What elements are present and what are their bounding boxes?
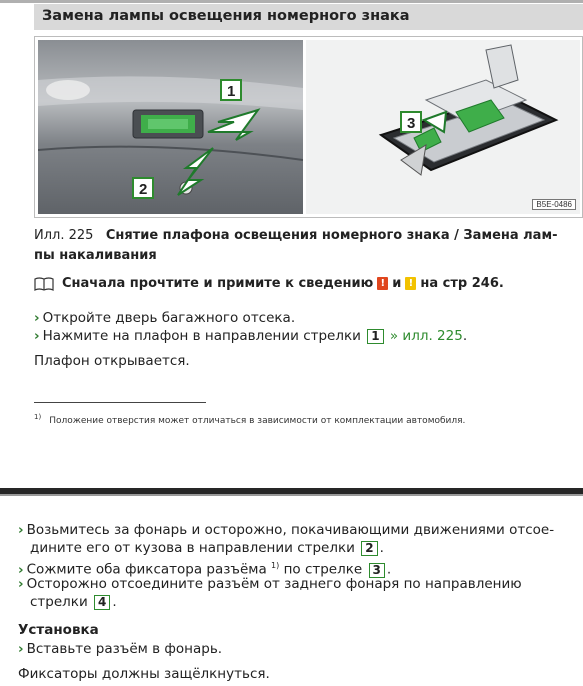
svg-text:1: 1: [227, 83, 236, 100]
arrow-ref-4: 4: [94, 595, 110, 610]
footnote-divider: [34, 402, 206, 403]
warning-yellow-icon: !: [405, 277, 416, 290]
book-icon: [34, 277, 54, 291]
notice-text-after: на стр 246.: [420, 276, 504, 291]
step-chevron-icon: ›: [34, 328, 40, 344]
step-squeeze-latches: › Сожмите оба фиксатора разъёма $^{1)}$ по стрелке 3 .: [18, 561, 392, 578]
caption-title-line1: Снятие плафона освещения номерного знака / Замена лам-: [105, 228, 558, 243]
bulb-replacement-illustration: [306, 40, 580, 214]
step-remove-lamp: › Возьмитесь за фонарь и осторожно, покачивающими движениями отсое- дините его от кузова в направлении стрелки 2 .: [18, 522, 555, 556]
step-chevron-icon: ›: [34, 310, 40, 326]
install-note: Фиксаторы должны защёлкнуться.: [18, 666, 270, 682]
svg-text:2: 2: [139, 181, 148, 198]
safety-notice: [34, 276, 504, 291]
warning-red-icon: !: [377, 277, 388, 290]
caption-title-line2: пы накаливания: [34, 248, 157, 263]
page-divider-shade: [0, 494, 583, 496]
step-chevron-icon: ›: [18, 522, 24, 538]
result-text: Плафон открывается.: [34, 353, 190, 369]
step-press-lamp: › Нажмите на плафон в направлении стрелки 1 » илл. 225.: [34, 328, 468, 344]
step-insert-connector: › Вставьте разъём в фонарь.: [18, 641, 223, 657]
caption-label: Илл. 225: [34, 228, 94, 243]
step-chevron-icon: ›: [18, 561, 24, 578]
footnote-mark: 1): [34, 413, 42, 421]
install-heading: Установка: [18, 622, 99, 638]
section-title: Замена лампы освещения номерного знака: [42, 8, 410, 24]
figure-link[interactable]: » илл. 225: [389, 328, 463, 344]
step-open-trunk: › Откройте дверь багажного отсека.: [34, 310, 296, 326]
photo-bulb-replacement: [306, 40, 580, 214]
top-rule: [0, 0, 583, 3]
photo-lamp-removal: [38, 40, 303, 214]
step-chevron-icon: ›: [18, 576, 24, 592]
figure-225: [34, 36, 583, 218]
arrow-ref-1: 1: [367, 329, 383, 344]
arrow-ref-3: 3: [369, 563, 385, 578]
figure-code: B5E-0486: [532, 199, 576, 210]
step-chevron-icon: ›: [18, 641, 24, 657]
footnote: [34, 413, 465, 426]
svg-text:3: 3: [407, 115, 416, 132]
arrow-ref-2: 2: [361, 541, 377, 556]
notice-text-before: Сначала прочтите и примите к сведению: [62, 276, 374, 291]
notice-and: и: [392, 276, 402, 291]
figure-caption: [34, 226, 564, 266]
footnote-text: Положение отверстия может отличаться в зависимости от комплектации автомобиля.: [49, 416, 466, 426]
section-header: [34, 4, 583, 30]
lamp-removal-illustration: [38, 40, 303, 214]
step-disconnect: › Осторожно отсоедините разъём от заднего фонаря по направлению стрелки 4 .: [18, 576, 522, 610]
